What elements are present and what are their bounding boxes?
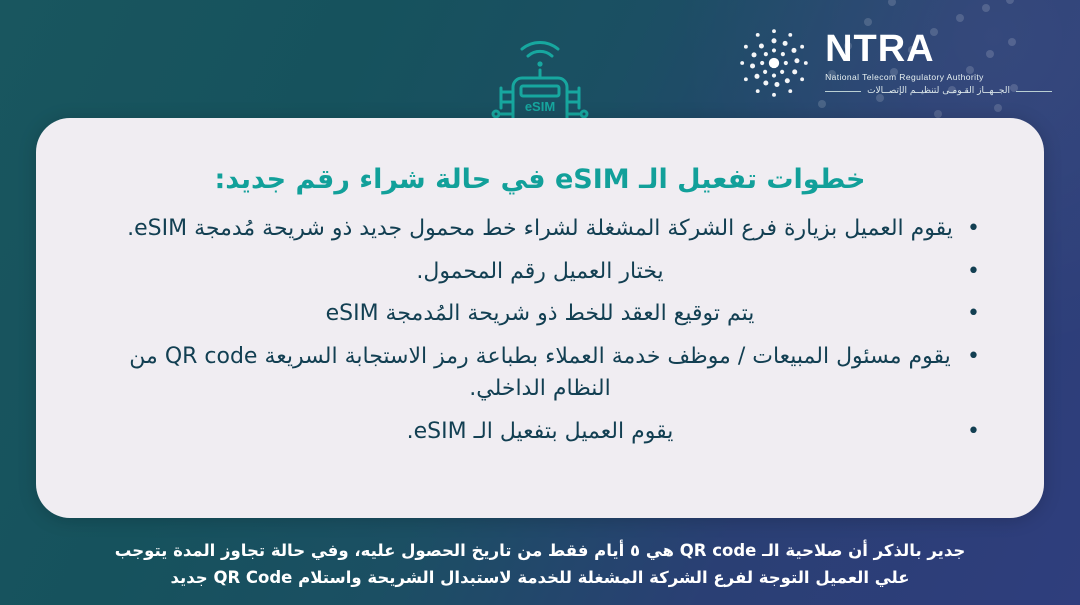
list-item: • يقوم مسئول المبيعات / موظف خدمة العملاء بطباعة رمز الاستجابة السريعة QR code من النظام الداخلي. (100, 341, 980, 406)
footer-line-2: علي العميل التوجة لفرع الشركة المشغلة للخدمة لاستبدال الشريحة واستلام QR Code جديد (170, 567, 910, 587)
brand-name: NTRA (825, 28, 935, 70)
content-card (36, 118, 1044, 518)
list-item: • يتم توقيع العقد للخط ذو شريحة المُدمجة eSIM (100, 298, 980, 331)
footer-line-1: جدير بالذكر أن صلاحية الـ QR code هي ٥ أيام فقط من تاريخ الحصول عليه، وفي حالة تجاوز المدة يتوجب (114, 541, 966, 561)
steps-list (76, 213, 1004, 448)
esim-chip-label: eSIM (524, 99, 556, 114)
card-title: خطوات تفعيل الـ eSIM في حالة شراء رقم جديد: (214, 164, 866, 195)
list-item: • يقوم العميل بزيارة فرع الشركة المشغلة لشراء خط محمول جديد ذو شريحة مُدمجة eSIM. (100, 213, 980, 246)
brand-subtitle-arabic: الجــهــاز القـومـى لتنظيــم الإتصــالات (867, 86, 1010, 96)
divider-line (1016, 91, 1052, 92)
list-item: • يختار العميل رقم المحمول. (100, 256, 980, 289)
brand-subtitle: National Telecom Regulatory Authority (825, 72, 984, 82)
brand-subtitle-arabic-row (825, 86, 1052, 96)
ntra-dotted-circle-logo-icon (737, 26, 811, 100)
divider-line (825, 91, 861, 92)
brand-logo (737, 26, 1052, 100)
footer-note (40, 538, 1040, 591)
list-item: • يقوم العميل بتفعيل الـ eSIM. (100, 416, 980, 449)
